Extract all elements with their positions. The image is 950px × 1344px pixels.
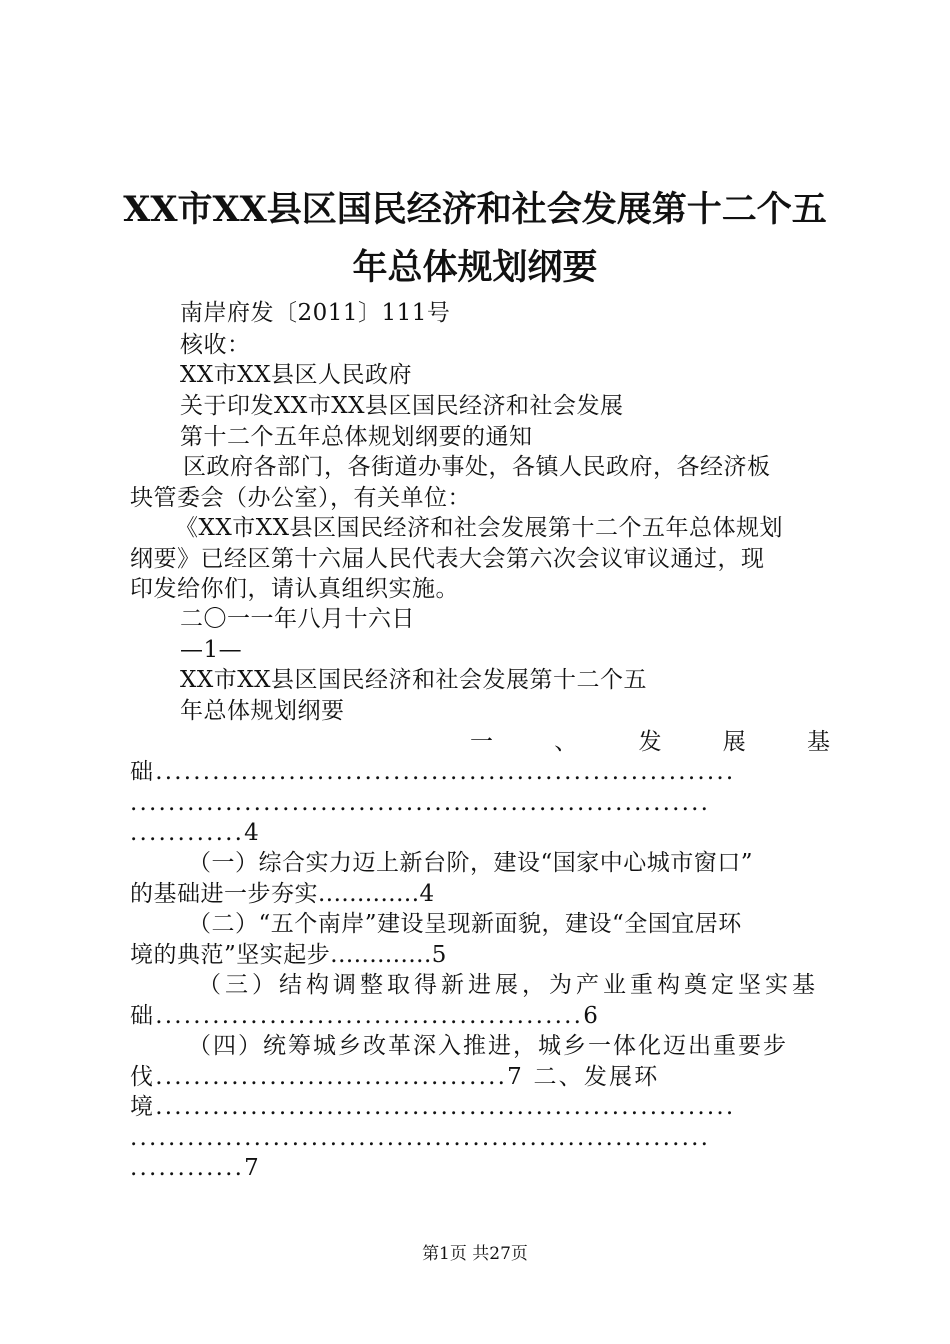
document-title-line-2: 年总体规划纲要 [352, 247, 598, 288]
page-marker: —1— [180, 637, 243, 663]
toc-char: 发 [638, 729, 662, 755]
page-footer: 第1页 共27页 [422, 1244, 528, 1264]
body-paragraph-line-2: 纲要》已经区第十六届人民代表大会第六次会议审议通过，现 [130, 546, 765, 572]
plan-title-line-2: 年总体规划纲要 [180, 698, 345, 724]
recipients-line-2: 块管委会（办公室），有关单位： [130, 485, 471, 511]
issuer: XX市XX县区人民政府 [180, 362, 412, 388]
toc-item-3-line-2: 础.............................................6 [130, 1003, 601, 1029]
toc-char: 基 [807, 729, 830, 755]
toc-section-1-leader-1: 础............................................................. [130, 759, 736, 785]
toc-section-1-leader-2: ............................................................. [130, 790, 711, 816]
toc-char: 一 [470, 729, 493, 755]
toc-item-2-line-2: 境的典范”坚实起步.............5 [130, 942, 447, 968]
notice-subject-line-2: 第十二个五年总体规划纲要的通知 [180, 424, 533, 450]
toc-section-2-leader-2: ............................................................. [130, 1125, 711, 1151]
plan-title-line-1: XX市XX县区国民经济和社会发展第十二个五 [180, 667, 647, 693]
toc-item-4-line-2: 伐.....................................7 二、发展环 [130, 1064, 660, 1090]
toc-section-2-leader-1: 境............................................................. [130, 1094, 736, 1120]
document-number: 南岸府发〔2011〕111号 [180, 300, 451, 326]
toc-item-3-line-1: （三）结构调整取得新进展，为产业重构奠定坚实基 [198, 972, 819, 998]
document-title-line-1: XX市XX县区国民经济和社会发展第十二个五 [123, 189, 827, 230]
toc-section-1-page: ............4 [130, 820, 261, 846]
check-label: 核收： [180, 332, 251, 358]
issue-date: 二〇一一年八月十六日 [180, 606, 415, 632]
toc-item-2-line-1: （二）“五个南岸”建设呈现新面貌，建设“全国宜居环 [188, 911, 742, 937]
toc-item-4-line-1: （四）统筹城乡改革深入推进，城乡一体化迈出重要步 [188, 1033, 788, 1059]
toc-section-2-page: ............7 [130, 1155, 261, 1181]
toc-char: 、 [554, 729, 578, 755]
toc-item-1-line-1: （一）综合实力迈上新台阶，建设“国家中心城市窗口” [188, 850, 754, 876]
recipients-line-1: 区政府各部门，各街道办事处，各镇人民政府，各经济板 [183, 454, 771, 480]
toc-char: 展 [722, 729, 746, 755]
body-paragraph-line-3: 印发给你们，请认真组织实施。 [130, 576, 459, 602]
body-paragraph-line-1: 《XX市XX县区国民经济和社会发展第十二个五年总体规划 [175, 515, 783, 541]
toc-item-1-line-2: 的基础进一步夯实.............4 [130, 881, 435, 907]
toc-section-1-heading [470, 727, 830, 757]
notice-subject-line-1: 关于印发XX市XX县区国民经济和社会发展 [180, 393, 624, 419]
